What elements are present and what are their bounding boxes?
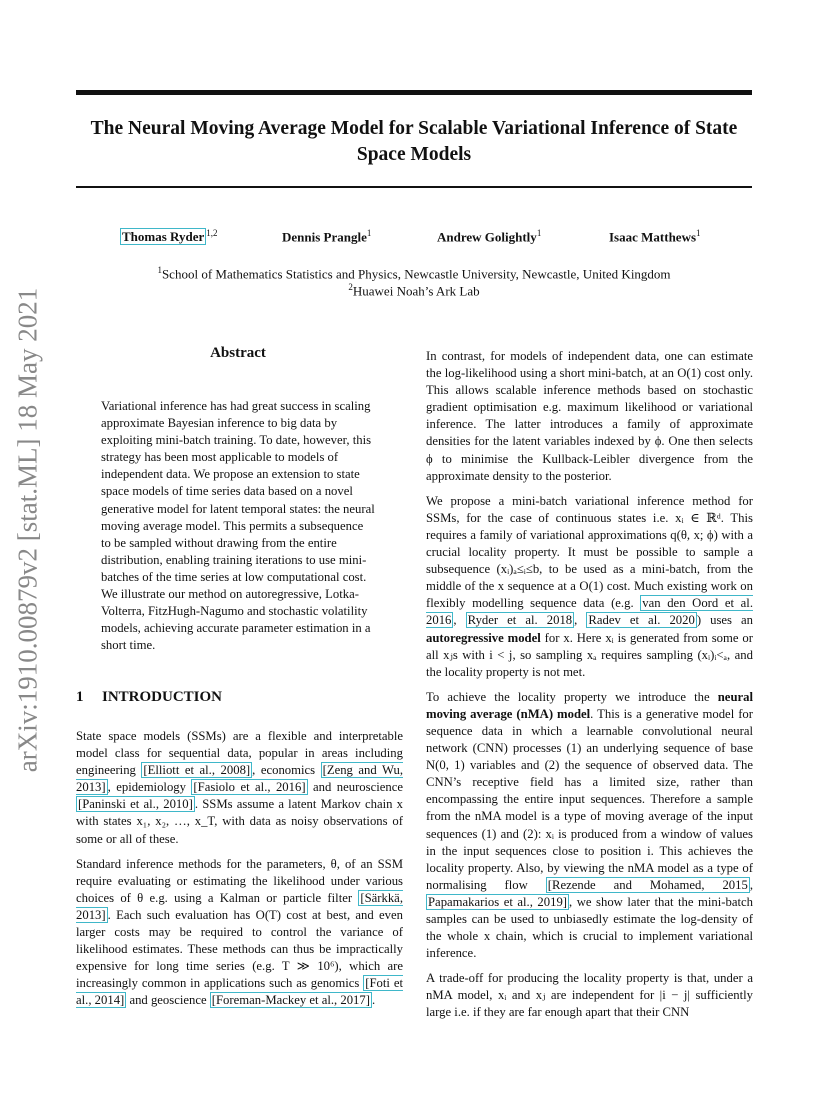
author-4-sup: 1 — [696, 228, 701, 238]
title-rule — [76, 186, 752, 188]
author-1[interactable] — [120, 228, 218, 245]
text-span: . — [371, 993, 376, 1008]
text-span: To achieve the locality property we introduce the — [426, 689, 718, 704]
section-1-title: INTRODUCTION — [102, 689, 223, 705]
abstract-text: Variational inference has had great success in scaling approximate Bayesian inference to big data by exploiting mini-batch training. To date, however, this strategy has been most applicable to models of independent data. We propose an extension to state space models of time series data based on a novel generative model for latent temporal states: the neural moving average model. This permits a subsequence to be sampled without drawing from the entire distribution, enabling training iterations to use mini-batches of the time series at low computational cost. We illustrate our method on autoregressive, Lotka-Volterra, FitzHugh-Nagumo and stochastic volatility models, achieving accurate parameter estimation in a short time. — [101, 399, 375, 653]
citation-papamakarios[interactable]: Papamakarios et al., 2019] — [428, 894, 568, 909]
affiliation-1-text: School of Mathematics Statistics and Physics, Newcastle University, Newcastle, United Kingdom — [161, 266, 671, 282]
text-span: , economics — [252, 763, 321, 778]
citation-elliott[interactable]: [Elliott et al., 2008] — [143, 763, 251, 778]
text-span: , epidemiology — [107, 780, 192, 795]
top-rule — [76, 90, 752, 95]
author-4 — [609, 228, 701, 245]
text-span: ) uses an — [696, 613, 753, 628]
section-1-heading — [76, 689, 222, 706]
text-span: State space models (SSMs) are a flexible and interpretable model class for sequential data, popular in areas including engineering — [76, 729, 403, 778]
author-2 — [282, 228, 371, 245]
text-span: . SSMs assume a latent Markov chain x with states x₁, x₂, …, x_T, with data as noisy observations of some or all of these. — [76, 797, 403, 846]
bold-term: neural moving average (nMA) model — [426, 689, 753, 721]
right-paragraph-1: In contrast, for models of independent data, one can estimate the log-likelihood using a short mini-batch, at an O(1) cost only. This allows scalable inference methods based on stochastic gradient optimisation e.g. maximum likelihood or variational inference. The latter introduces a family of approximate densities for the latent variables indexed by ϕ. One then selects ϕ to minimise the Kullback-Leibler divergence from the approximate density to the posterior. — [426, 349, 753, 483]
text-span: . This is a generative model for sequence data in which a learnable convolutional neural network (CNN) processes (1) an underlying sequence of base N(0, 1) variables and (2) the sequence of observed data. The CNN’s receptive field has a limited size, rather than encompassing the entire input sequences. Therefore a sample from the nMA model is a type of moving average of the input sequences (1) and (2): xᵢ is produced from a window of values in the input sequences close to position i. This achieves the locality property. Also, by viewing the nMA model as a type of normalising flow — [426, 706, 753, 892]
text-span: , — [574, 613, 587, 628]
author-1-sup: 1,2 — [206, 228, 218, 238]
citation-paninski[interactable]: [Paninski et al., 2010] — [78, 797, 193, 812]
arxiv-side-stamp — [4, 280, 52, 780]
citation-fasiolo[interactable]: [Fasiolo et al., 2016] — [193, 780, 306, 795]
title-line-2: Space Models — [356, 144, 472, 165]
right-paragraph-3 — [426, 689, 753, 963]
citation-ryder[interactable]: Ryder et al. 2018 — [467, 613, 573, 628]
text-span: , we show later that the mini-batch samples can be used to unbiasedly estimate the log-density of the whole x chain, which is crucial to implement variational inference. — [426, 894, 753, 961]
author-3-sup: 1 — [536, 228, 542, 238]
affiliation-2 — [76, 279, 752, 299]
paper-title — [76, 116, 752, 168]
affiliation-2-text: Huawei Noah’s Ark Lab — [352, 283, 480, 299]
section-1-number: 1 — [76, 689, 84, 705]
citation-rezende[interactable]: [Rezende and Mohamed, 2015 — [547, 877, 748, 892]
author-2-sup: 1 — [366, 228, 372, 238]
right-paragraph-2 — [426, 493, 753, 681]
text-span: , — [749, 877, 753, 892]
text-span: Standard inference methods for the parameters, θ, of an SSM require evaluating or estimating the likelihood under various choices of θ e.g. using a Kalman or particle filter — [76, 856, 403, 905]
citation-foreman-mackey[interactable]: [Foreman-Mackey et al., 2017] — [211, 993, 370, 1008]
bold-term: autoregressive model — [426, 630, 541, 645]
title-line-1: The Neural Moving Average Model for Scalable Variational Inference of State — [90, 118, 738, 139]
text-span: , — [453, 613, 466, 628]
author-2-name: Dennis Prangle — [282, 229, 367, 245]
affiliation-2-sup: 2 — [348, 282, 353, 292]
text-span: . Each such evaluation has O(T) cost at best, and even larger costs may be required to control the variance of likelihood estimates. These methods can thus be impractically expensive for long time series (e.g. T ≫ 10⁶), which are increasingly common in applications such as genomics — [76, 907, 403, 991]
author-3-name: Andrew Golightly — [437, 229, 537, 245]
text-span: and geoscience — [126, 993, 210, 1008]
citation-foti[interactable]: [Foti et al., 2014] — [76, 976, 403, 1008]
citation-radev[interactable]: Radev et al. 2020 — [588, 613, 695, 628]
text-span: and neuroscience — [307, 780, 403, 795]
intro-paragraph-2 — [76, 856, 403, 1010]
author-4-name: Isaac Matthews — [609, 229, 697, 245]
text-span: for x. Here xᵢ is generated from some or all xⱼs with i < j, so sampling xₐ requires sampling (xᵢ)ᵢ<ₐ, and the locality property is not met. — [426, 630, 753, 679]
left-column — [76, 728, 403, 1018]
citation-van-den-oord[interactable]: van den Oord et al. 2016 — [426, 596, 753, 628]
abstract-heading: Abstract — [210, 345, 266, 361]
intro-paragraph-1 — [76, 728, 403, 848]
citation-zeng[interactable]: [Zeng and Wu, 2013] — [76, 763, 403, 795]
right-paragraph-4: A trade-off for producing the locality property is that, under a nMA model, xᵢ and xⱼ are independent for |i − j| sufficiently large i.e. if they are far enough apart that their CNN — [426, 971, 753, 1020]
text-span: We propose a mini-batch variational inference method for SSMs, for the case of continuous states i.e. xᵢ ∈ ℝᵈ. This requires a family of variational approximations q(θ, x; ϕ) with a crucial locality property. It must be possible to sample a subsequence (xᵢ)ₐ≤ᵢ≤b, to be used as a mini-batch, from the middle of the x sequence at a O(1) cost. Much existing work on flexibly modelling sequence data (e.g. — [426, 493, 753, 611]
arxiv-id-text: arXiv:1910.00879v2 [stat.ML] 18 May 2021 — [12, 287, 43, 773]
citation-sarkka[interactable]: [Särkkä, 2013] — [76, 890, 403, 922]
author-3 — [437, 228, 541, 245]
affiliation-1-sup: 1 — [157, 265, 162, 275]
author-1-name[interactable]: Thomas Ryder — [122, 229, 205, 245]
right-column — [426, 348, 753, 1030]
